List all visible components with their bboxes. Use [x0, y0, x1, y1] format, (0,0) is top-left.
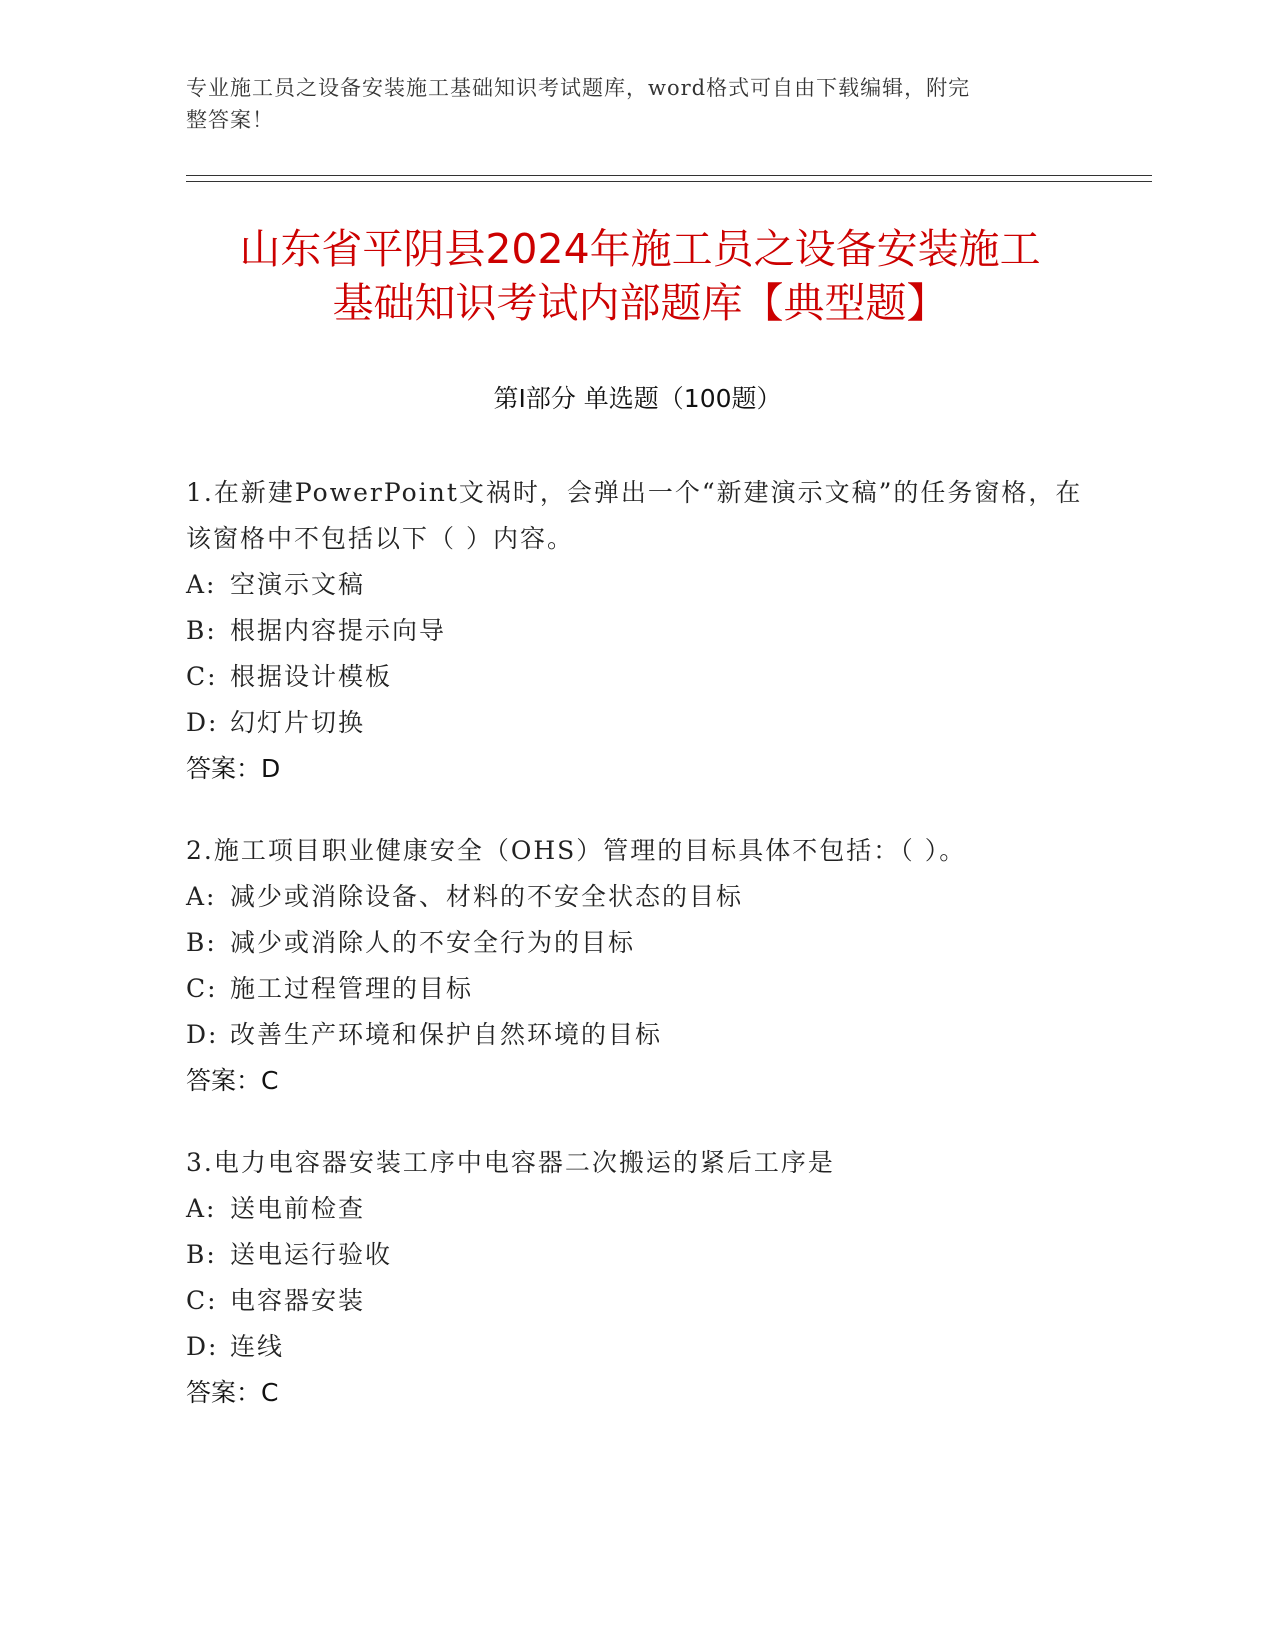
option-a [186, 1186, 1086, 1232]
header-note [186, 72, 1066, 136]
option-text: 幻灯片切换 [230, 708, 366, 737]
option-a [186, 562, 1086, 608]
document-title [180, 222, 1100, 330]
option-c [186, 1278, 1086, 1324]
section-heading: 第Ⅰ部分 单选题（100题） [493, 384, 782, 413]
question-list [186, 470, 1086, 1452]
option-a [186, 874, 1086, 920]
header-divider-bottom [186, 181, 1152, 182]
header-note-line-1: 专业施工员之设备安装施工基础知识考试题库，word格式可自由下载编辑，附完 [186, 76, 971, 100]
option-b [186, 608, 1086, 654]
option-label: B: [186, 1240, 217, 1269]
option-text: 电容器安装 [230, 1286, 366, 1315]
option-text: 减少或消除设备、材料的不安全状态的目标 [230, 882, 744, 911]
answer: 答案：C [186, 1378, 279, 1407]
question-text: 1.在新建PowerPoint文祸时，会弹出一个“新建演示文稿”的任务窗格，在该窗格中不包括以下（ ）内容。 [186, 478, 1083, 553]
option-d [186, 1012, 1086, 1058]
option-text: 送电前检查 [230, 1194, 366, 1223]
option-label: B: [186, 928, 217, 957]
option-b [186, 920, 1086, 966]
option-label: C: [186, 974, 218, 1003]
option-text: 减少或消除人的不安全行为的目标 [230, 928, 636, 957]
option-label: D: [186, 1332, 219, 1361]
option-label: A: [186, 882, 217, 911]
option-label: B: [186, 616, 217, 645]
option-d [186, 700, 1086, 746]
option-c [186, 654, 1086, 700]
header-divider-top [186, 175, 1152, 176]
option-label: D: [186, 708, 219, 737]
option-text: 根据内容提示向导 [230, 616, 447, 645]
option-text: 根据设计模板 [230, 662, 393, 691]
answer: 答案：D [186, 754, 281, 783]
question-text: 2.施工项目职业健康安全（OHS）管理的目标具体不包括：（ ）。 [186, 836, 967, 865]
option-c [186, 966, 1086, 1012]
option-text: 空演示文稿 [230, 570, 366, 599]
document-title-line-2: 基础知识考试内部题库【典型题】 [332, 279, 948, 327]
answer: 答案：C [186, 1066, 279, 1095]
header-note-line-2: 整答案！ [186, 108, 274, 132]
option-text: 改善生产环境和保护自然环境的目标 [230, 1020, 663, 1049]
option-label: A: [186, 570, 217, 599]
option-text: 连线 [230, 1332, 285, 1361]
option-label: C: [186, 1286, 218, 1315]
option-label: A: [186, 1194, 217, 1223]
question-2 [186, 828, 1086, 1104]
option-label: D: [186, 1020, 219, 1049]
option-b [186, 1232, 1086, 1278]
option-text: 施工过程管理的目标 [230, 974, 474, 1003]
option-text: 送电运行验收 [230, 1240, 393, 1269]
question-3 [186, 1140, 1086, 1416]
option-label: C: [186, 662, 218, 691]
question-text: 3.电力电容器安装工序中电容器二次搬运的紧后工序是 [186, 1148, 835, 1177]
option-d [186, 1324, 1086, 1370]
question-1 [186, 470, 1086, 792]
document-title-line-1: 山东省平阴县2024年施工员之设备安装施工 [239, 225, 1041, 273]
